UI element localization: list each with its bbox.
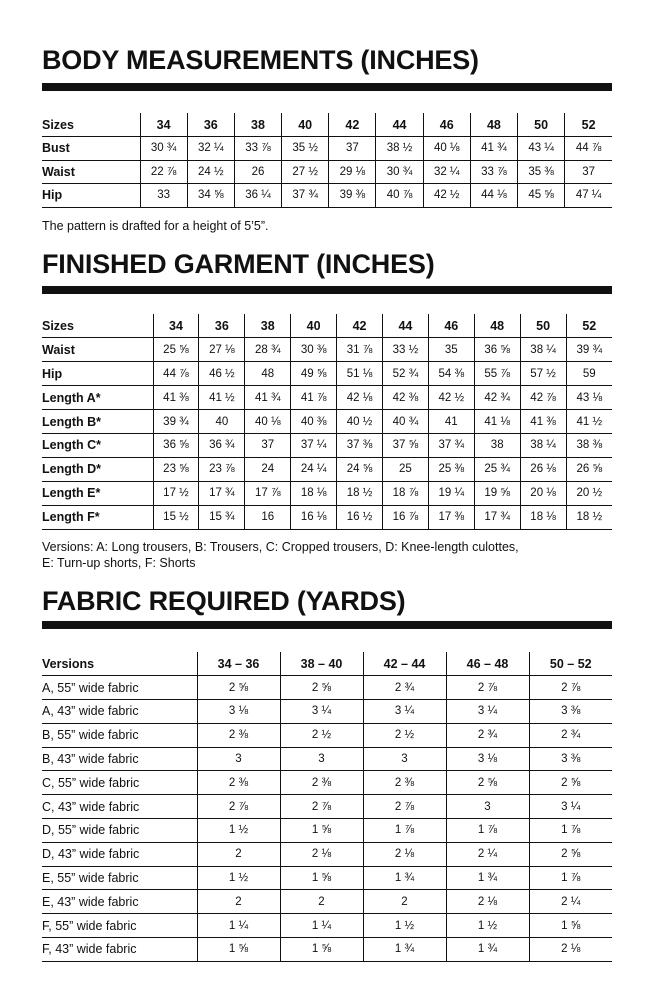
row-label: Bust (42, 137, 140, 161)
table-row (42, 362, 612, 386)
table-cell: 40 ¾ (382, 410, 428, 434)
table-cell: 54 ⅜ (428, 362, 474, 386)
table-cell: 16 (245, 505, 291, 529)
table-cell: 48 (245, 362, 291, 386)
column-header: 50 (518, 113, 565, 137)
table-cell: 41 ¾ (470, 137, 517, 161)
table-cell: 2 ¾ (529, 723, 612, 747)
table-cell: 23 ⅞ (199, 457, 245, 481)
table-row (42, 457, 612, 481)
table-cell: 33 ⅞ (470, 160, 517, 184)
table-cell: 40 ⅞ (376, 184, 423, 208)
body-measurements-table (42, 113, 612, 208)
table-cell: 3 (197, 747, 280, 771)
table-cell: 39 ¾ (153, 410, 199, 434)
table-header-row (42, 113, 612, 137)
table-cell: 42 ½ (423, 184, 470, 208)
column-header: 34 (153, 314, 199, 338)
table-cell: 41 ⅛ (474, 410, 520, 434)
table-cell: 44 ⅞ (565, 137, 612, 161)
table-cell: 38 ¼ (520, 433, 566, 457)
table-cell: 2 ⅝ (529, 771, 612, 795)
fabric-title-rule (42, 621, 612, 629)
table-cell: 2 ⅛ (363, 842, 446, 866)
row-label: B, 43” wide fabric (42, 747, 197, 771)
table-cell: 3 ⅛ (446, 747, 529, 771)
table-cell: 2 ¾ (363, 676, 446, 700)
table-cell: 2 (197, 842, 280, 866)
row-label: E, 43” wide fabric (42, 890, 197, 914)
table-cell: 2 ⅞ (529, 676, 612, 700)
table-cell: 3 (363, 747, 446, 771)
column-header-label: Sizes (42, 314, 153, 338)
table-cell: 35 (428, 338, 474, 362)
body-measurements-title: BODY MEASUREMENTS (INCHES) (42, 45, 479, 75)
table-cell: 42 ¾ (474, 386, 520, 410)
row-label: Length C* (42, 433, 153, 457)
row-label: A, 43” wide fabric (42, 700, 197, 724)
table-row (42, 700, 612, 724)
table-cell: 3 ⅜ (529, 700, 612, 724)
table-row (42, 938, 612, 962)
table-cell: 16 ⅞ (382, 505, 428, 529)
table-cell: 43 ⅛ (566, 386, 612, 410)
table-cell: 33 ½ (382, 338, 428, 362)
table-cell: 1 ¾ (363, 938, 446, 962)
garment-title-rule (42, 286, 612, 294)
row-label: Hip (42, 184, 140, 208)
table-cell: 3 (280, 747, 363, 771)
column-header: 48 (470, 113, 517, 137)
table-cell: 2 ½ (363, 723, 446, 747)
finished-garment-title: FINISHED GARMENT (INCHES) (42, 249, 435, 279)
column-header: 50 (520, 314, 566, 338)
table-cell: 38 (474, 433, 520, 457)
column-header: 40 (282, 113, 329, 137)
row-label: D, 43” wide fabric (42, 842, 197, 866)
column-header: 34 (140, 113, 187, 137)
table-cell: 22 ⅞ (140, 160, 187, 184)
table-cell: 18 ⅛ (520, 505, 566, 529)
table-cell: 38 ¼ (520, 338, 566, 362)
table-cell: 41 ⅜ (520, 410, 566, 434)
table-cell: 39 ⅜ (329, 184, 376, 208)
table-cell: 2 ⅛ (529, 938, 612, 962)
table-cell: 32 ¼ (423, 160, 470, 184)
table-row (42, 866, 612, 890)
table-cell: 19 ⅝ (474, 481, 520, 505)
table-cell: 17 ½ (153, 481, 199, 505)
table-cell: 2 ¾ (446, 723, 529, 747)
table-cell: 29 ⅛ (329, 160, 376, 184)
table-cell: 18 ⅛ (291, 481, 337, 505)
table-cell: 2 ¼ (446, 842, 529, 866)
table-cell: 2 ⅞ (446, 676, 529, 700)
table-cell: 17 ¾ (199, 481, 245, 505)
table-cell: 41 ¾ (245, 386, 291, 410)
row-label: Length D* (42, 457, 153, 481)
table-row (42, 160, 612, 184)
table-cell: 36 ⅝ (474, 338, 520, 362)
table-cell: 2 ⅝ (446, 771, 529, 795)
table-header-row (42, 652, 612, 676)
table-cell: 25 ¾ (474, 457, 520, 481)
table-cell: 36 ¼ (234, 184, 281, 208)
table-cell: 1 ⅝ (197, 938, 280, 962)
column-header: 46 – 48 (446, 652, 529, 676)
table-cell: 37 (329, 137, 376, 161)
column-header: 44 (382, 314, 428, 338)
table-cell: 52 ¾ (382, 362, 428, 386)
table-cell: 18 ½ (566, 505, 612, 529)
table-row (42, 819, 612, 843)
row-label: Waist (42, 338, 153, 362)
table-cell: 3 ¼ (280, 700, 363, 724)
column-header: 48 (474, 314, 520, 338)
height-note: The pattern is drafted for a height of 5’5”. (42, 219, 269, 233)
table-cell: 40 ⅛ (423, 137, 470, 161)
table-cell: 16 ⅛ (291, 505, 337, 529)
table-cell: 36 ¾ (199, 433, 245, 457)
table-cell: 3 ⅜ (529, 747, 612, 771)
table-row (42, 386, 612, 410)
table-cell: 16 ½ (337, 505, 383, 529)
table-row (42, 890, 612, 914)
table-cell: 26 ⅝ (566, 457, 612, 481)
table-cell: 37 ¼ (291, 433, 337, 457)
table-cell: 1 ⅝ (280, 819, 363, 843)
table-cell: 37 ¾ (282, 184, 329, 208)
table-cell: 41 ½ (566, 410, 612, 434)
column-header: 40 (291, 314, 337, 338)
table-cell: 1 ⅝ (280, 938, 363, 962)
table-cell: 28 ¾ (245, 338, 291, 362)
table-cell: 31 ⅞ (337, 338, 383, 362)
table-cell: 40 ⅛ (245, 410, 291, 434)
table-row (42, 795, 612, 819)
row-label: E, 55” wide fabric (42, 866, 197, 890)
table-cell: 26 ⅛ (520, 457, 566, 481)
table-cell: 59 (566, 362, 612, 386)
column-header: 52 (565, 113, 612, 137)
table-cell: 17 ¾ (474, 505, 520, 529)
column-header: 38 (234, 113, 281, 137)
table-cell: 44 ⅞ (153, 362, 199, 386)
table-cell: 18 ⅞ (382, 481, 428, 505)
table-cell: 35 ½ (282, 137, 329, 161)
table-cell: 38 ⅜ (566, 433, 612, 457)
table-cell: 23 ⅝ (153, 457, 199, 481)
table-row (42, 481, 612, 505)
row-label: C, 55” wide fabric (42, 771, 197, 795)
table-row (42, 676, 612, 700)
table-cell: 2 ½ (280, 723, 363, 747)
table-cell: 2 ⅜ (197, 723, 280, 747)
table-cell: 2 ⅜ (197, 771, 280, 795)
table-row (42, 433, 612, 457)
table-cell: 1 ⅞ (529, 819, 612, 843)
table-row (42, 723, 612, 747)
table-cell: 2 ⅜ (280, 771, 363, 795)
row-label: F, 55” wide fabric (42, 914, 197, 938)
table-cell: 2 (197, 890, 280, 914)
table-cell: 1 ½ (197, 866, 280, 890)
table-cell: 49 ⅝ (291, 362, 337, 386)
table-cell: 24 (245, 457, 291, 481)
table-row (42, 505, 612, 529)
table-cell: 51 ⅛ (337, 362, 383, 386)
table-cell: 2 ⅞ (280, 795, 363, 819)
table-row (42, 747, 612, 771)
table-cell: 2 ⅜ (363, 771, 446, 795)
table-cell: 30 ⅜ (291, 338, 337, 362)
table-cell: 1 ¾ (446, 866, 529, 890)
table-cell: 33 ⅞ (234, 137, 281, 161)
column-header: 44 (376, 113, 423, 137)
table-cell: 47 ¼ (565, 184, 612, 208)
table-cell: 2 (280, 890, 363, 914)
table-cell: 30 ¾ (140, 137, 187, 161)
table-cell: 2 ¼ (529, 890, 612, 914)
table-cell: 38 ½ (376, 137, 423, 161)
table-cell: 18 ½ (337, 481, 383, 505)
table-cell: 40 ⅜ (291, 410, 337, 434)
table-cell: 26 (234, 160, 281, 184)
table-cell: 41 ½ (199, 386, 245, 410)
row-label: Length F* (42, 505, 153, 529)
row-label: F, 43” wide fabric (42, 938, 197, 962)
table-cell: 24 ⅝ (337, 457, 383, 481)
column-header: 42 – 44 (363, 652, 446, 676)
table-cell: 37 ⅜ (337, 433, 383, 457)
table-cell: 55 ⅞ (474, 362, 520, 386)
table-cell: 45 ⅝ (518, 184, 565, 208)
table-cell: 1 ¼ (197, 914, 280, 938)
table-cell: 33 (140, 184, 187, 208)
table-cell: 27 ½ (282, 160, 329, 184)
column-header: 42 (329, 113, 376, 137)
table-cell: 42 ⅜ (382, 386, 428, 410)
row-label: C, 43” wide fabric (42, 795, 197, 819)
versions-note-line-1: Versions: A: Long trousers, B: Trousers, C: Cropped trousers, D: Knee-length culottes, (42, 540, 519, 554)
row-label: Hip (42, 362, 153, 386)
table-cell: 35 ⅜ (518, 160, 565, 184)
table-cell: 2 ⅝ (529, 842, 612, 866)
table-cell: 43 ¼ (518, 137, 565, 161)
column-header-label: Versions (42, 652, 197, 676)
column-header: 46 (428, 314, 474, 338)
table-cell: 1 ½ (363, 914, 446, 938)
table-cell: 20 ⅛ (520, 481, 566, 505)
row-label: Length E* (42, 481, 153, 505)
row-label: D, 55” wide fabric (42, 819, 197, 843)
table-cell: 34 ⅝ (187, 184, 234, 208)
table-cell: 3 ⅛ (197, 700, 280, 724)
column-header: 46 (423, 113, 470, 137)
versions-note-line-2: E: Turn-up shorts, F: Shorts (42, 556, 196, 570)
table-cell: 1 ¼ (280, 914, 363, 938)
table-cell: 1 ½ (446, 914, 529, 938)
table-cell: 44 ⅛ (470, 184, 517, 208)
table-cell: 3 (446, 795, 529, 819)
table-cell: 41 ⅞ (291, 386, 337, 410)
table-cell: 1 ⅞ (446, 819, 529, 843)
fabric-required-table (42, 652, 612, 962)
row-label: B, 55” wide fabric (42, 723, 197, 747)
column-header: 36 (199, 314, 245, 338)
table-cell: 2 ⅛ (280, 842, 363, 866)
fabric-required-title: FABRIC REQUIRED (YARDS) (42, 586, 406, 616)
table-cell: 2 ⅞ (197, 795, 280, 819)
table-cell: 32 ¼ (187, 137, 234, 161)
table-cell: 2 ⅝ (197, 676, 280, 700)
table-cell: 3 ¼ (363, 700, 446, 724)
body-title-rule (42, 83, 612, 91)
table-cell: 37 (565, 160, 612, 184)
table-cell: 37 (245, 433, 291, 457)
table-row (42, 338, 612, 362)
table-cell: 25 ⅝ (153, 338, 199, 362)
table-cell: 27 ⅛ (199, 338, 245, 362)
table-cell: 2 ⅞ (363, 795, 446, 819)
row-label: Length B* (42, 410, 153, 434)
table-cell: 1 ⅝ (280, 866, 363, 890)
table-cell: 41 (428, 410, 474, 434)
table-cell: 24 ¼ (291, 457, 337, 481)
table-cell: 25 ⅜ (428, 457, 474, 481)
table-row (42, 914, 612, 938)
table-cell: 1 ¾ (446, 938, 529, 962)
table-cell: 24 ½ (187, 160, 234, 184)
table-cell: 39 ¾ (566, 338, 612, 362)
table-header-row (42, 314, 612, 338)
table-row (42, 137, 612, 161)
table-cell: 2 ⅛ (446, 890, 529, 914)
table-cell: 40 (199, 410, 245, 434)
table-row (42, 842, 612, 866)
column-header: 36 (187, 113, 234, 137)
column-header: 38 (245, 314, 291, 338)
table-cell: 46 ½ (199, 362, 245, 386)
table-cell: 42 ⅞ (520, 386, 566, 410)
table-row (42, 184, 612, 208)
table-cell: 1 ¾ (363, 866, 446, 890)
table-cell: 1 ½ (197, 819, 280, 843)
table-cell: 15 ½ (153, 505, 199, 529)
row-label: Length A* (42, 386, 153, 410)
table-row (42, 771, 612, 795)
row-label: A, 55” wide fabric (42, 676, 197, 700)
table-cell: 20 ½ (566, 481, 612, 505)
table-cell: 15 ¾ (199, 505, 245, 529)
table-cell: 42 ⅛ (337, 386, 383, 410)
table-cell: 1 ⅞ (363, 819, 446, 843)
column-header: 38 – 40 (280, 652, 363, 676)
column-header: 34 – 36 (197, 652, 280, 676)
table-cell: 3 ¼ (446, 700, 529, 724)
table-cell: 41 ⅜ (153, 386, 199, 410)
table-cell: 3 ¼ (529, 795, 612, 819)
table-cell: 25 (382, 457, 428, 481)
table-cell: 19 ¼ (428, 481, 474, 505)
table-cell: 17 ⅞ (245, 481, 291, 505)
table-row (42, 410, 612, 434)
table-cell: 30 ¾ (376, 160, 423, 184)
table-cell: 42 ½ (428, 386, 474, 410)
table-cell: 1 ⅝ (529, 914, 612, 938)
column-header: 50 – 52 (529, 652, 612, 676)
table-cell: 2 (363, 890, 446, 914)
table-cell: 36 ⅝ (153, 433, 199, 457)
column-header-label: Sizes (42, 113, 140, 137)
table-cell: 57 ½ (520, 362, 566, 386)
table-cell: 40 ½ (337, 410, 383, 434)
column-header: 42 (337, 314, 383, 338)
table-cell: 2 ⅝ (280, 676, 363, 700)
table-cell: 37 ¾ (428, 433, 474, 457)
table-cell: 17 ⅜ (428, 505, 474, 529)
table-cell: 37 ⅝ (382, 433, 428, 457)
table-cell: 1 ⅞ (529, 866, 612, 890)
finished-garment-table (42, 314, 612, 530)
row-label: Waist (42, 160, 140, 184)
column-header: 52 (566, 314, 612, 338)
